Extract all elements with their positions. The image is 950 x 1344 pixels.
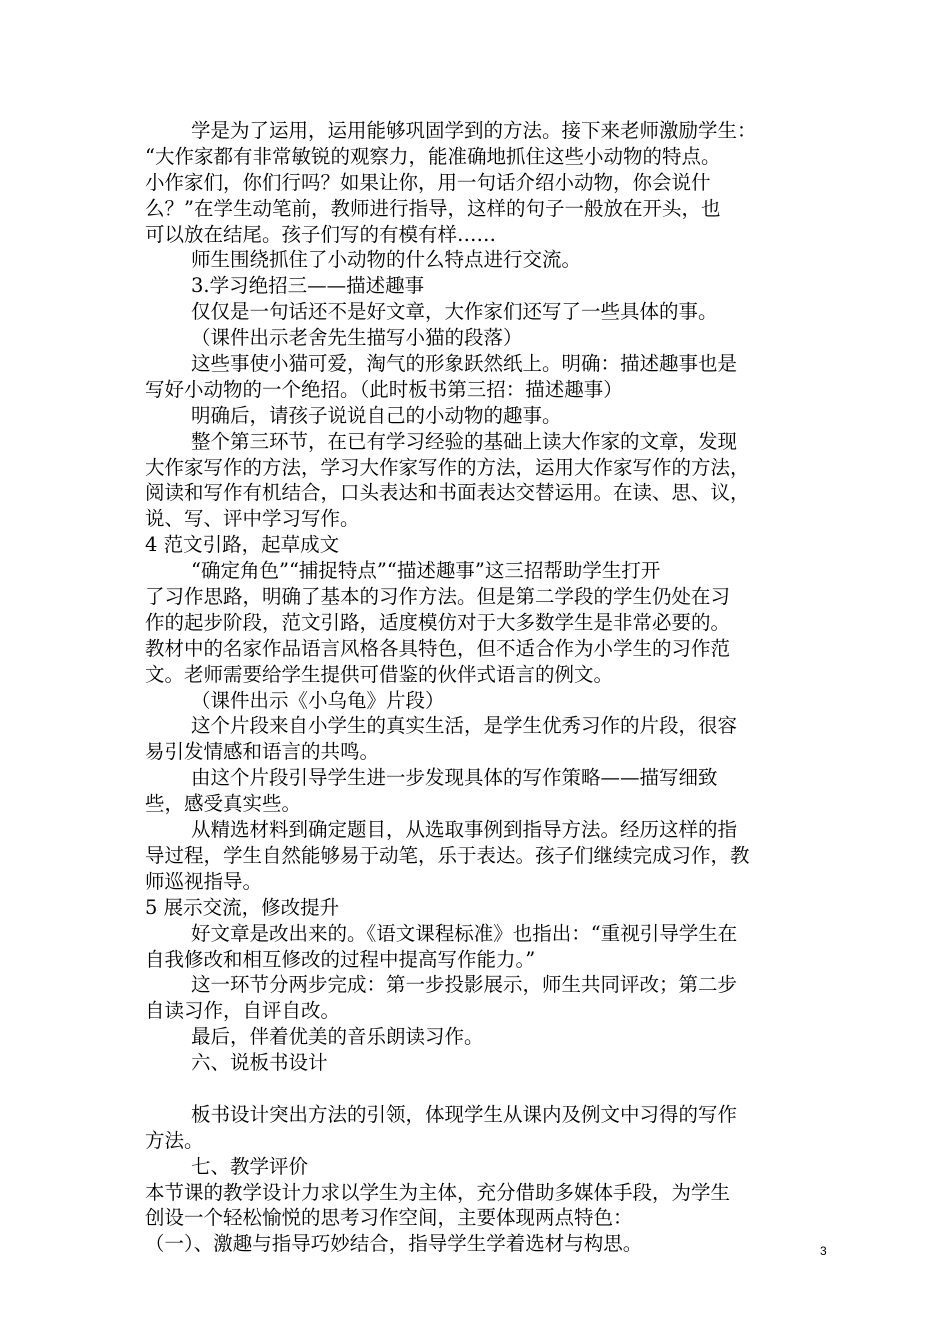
text-line: 本节课的教学设计力求以学生为主体，充分借助多媒体手段，为学生: [145, 1180, 731, 1204]
text-line: （一）、激趣与指导巧妙结合，指导学生学着选材与构思。: [145, 1232, 643, 1256]
text-line: 好文章是改出来的。《语文课程标准》也指出：“重视引导学生在: [191, 921, 738, 945]
text-line: 写好小动物的一个绝招。（此时板书第三招：描述趣事）: [145, 377, 623, 401]
text-line: 自我修改和相互修改的过程中提高写作能力。”: [145, 947, 536, 971]
text-line: 由这个片段引导学生进一步发现具体的写作策略——描写细致: [191, 766, 718, 790]
text-line: 5 展示交流，修改提升: [145, 895, 340, 919]
text-line: “大作家都有非常敏锐的观察力，能准确地抓住这些小动物的特点。: [145, 144, 721, 168]
text-line: 么？”在学生动笔前，教师进行指导，这样的句子一般放在开头，也: [145, 196, 721, 220]
text-line: 板书设计突出方法的引领，体现学生从课内及例文中习得的写作: [191, 1102, 738, 1126]
text-line: 文。老师需要给学生提供可借鉴的伙伴式语言的例文。: [145, 662, 614, 686]
blank-line: [145, 1076, 810, 1102]
text-line: 这些事使小猫可爱，淘气的形象跃然纸上。明确：描述趣事也是: [191, 352, 738, 376]
text-line: 六、说板书设计: [191, 1051, 328, 1075]
text-line: 学是为了运用，运用能够巩固学到的方法。接下来老师激励学生：: [191, 119, 757, 142]
text-line: 这个片段来自小学生的真实生活，是学生优秀习作的片段，很容: [191, 714, 738, 738]
text-line: 些，感受真实些。: [145, 792, 302, 816]
text-line: 创设一个轻松愉悦的思考习作空间，主要体现两点特色：: [145, 1206, 633, 1230]
text-line: 阅读和写作有机结合，口头表达和书面表达交替运用。在读、思、议，: [145, 481, 750, 505]
text-line: 仅仅是一句话还不是好文章，大作家们还写了一些具体的事。: [191, 300, 718, 324]
text-line: 作的起步阶段，范文引路，适度模仿对于大多数学生是非常必要的。: [145, 610, 731, 634]
text-line: 方法。: [145, 1128, 204, 1152]
text-line: 整个第三环节，在已有学习经验的基础上读大作家的文章，发现: [191, 429, 738, 453]
text-line: （课件出示《小乌龟》片段）: [191, 688, 445, 712]
text-line: 师生围绕抓住了小动物的什么特点进行交流。: [191, 248, 582, 272]
text-line: 从精选材料到确定题目，从选取事例到指导方法。经历这样的指: [191, 818, 738, 842]
text-line: 师巡视指导。: [145, 869, 263, 893]
text-line: 自读习作，自评自改。: [145, 999, 341, 1023]
text-line: 七、教学评价: [191, 1154, 309, 1178]
text-line: 说、写、评中学习写作。: [145, 507, 360, 531]
text-line: 教材中的名家作品语言风格各具特色，但不适合作为小学生的习作范: [145, 636, 731, 660]
page-number: 3: [820, 1244, 827, 1258]
text-line: 了习作思路，明确了基本的习作方法。但是第二学段的学生仍处在习: [145, 585, 731, 609]
text-line: （课件出示老舍先生描写小猫的段落）: [191, 326, 523, 350]
text-line: 明确后，请孩子说说自己的小动物的趣事。: [191, 403, 562, 427]
text-line: 导过程，学生自然能够易于动笔，乐于表达。孩子们继续完成习作，教: [145, 843, 750, 867]
text-line: 大作家写作的方法，学习大作家写作的方法，运用大作家写作的方法，: [145, 455, 750, 479]
text-line: 这一环节分两步完成：第一步投影展示，师生共同评改；第二步: [191, 973, 738, 997]
text-line: 小作家们，你们行吗？如果让你，用一句话介绍小动物，你会说什: [145, 170, 711, 194]
text-line: 3.学习绝招三——描述趣事: [191, 274, 425, 298]
text-line: “确定角色”“捕捉特点”“描述趣事”这三招帮助学生打开: [191, 559, 661, 583]
text-line: 4 范文引路，起草成文: [145, 533, 340, 557]
document-body: [145, 118, 810, 1257]
text-line: 易引发情感和语言的共鸣。: [145, 740, 380, 764]
text-line: 可以放在结尾。孩子们写的有模有样……: [145, 222, 497, 246]
text-line: 最后，伴着优美的音乐朗读习作。: [191, 1025, 484, 1049]
